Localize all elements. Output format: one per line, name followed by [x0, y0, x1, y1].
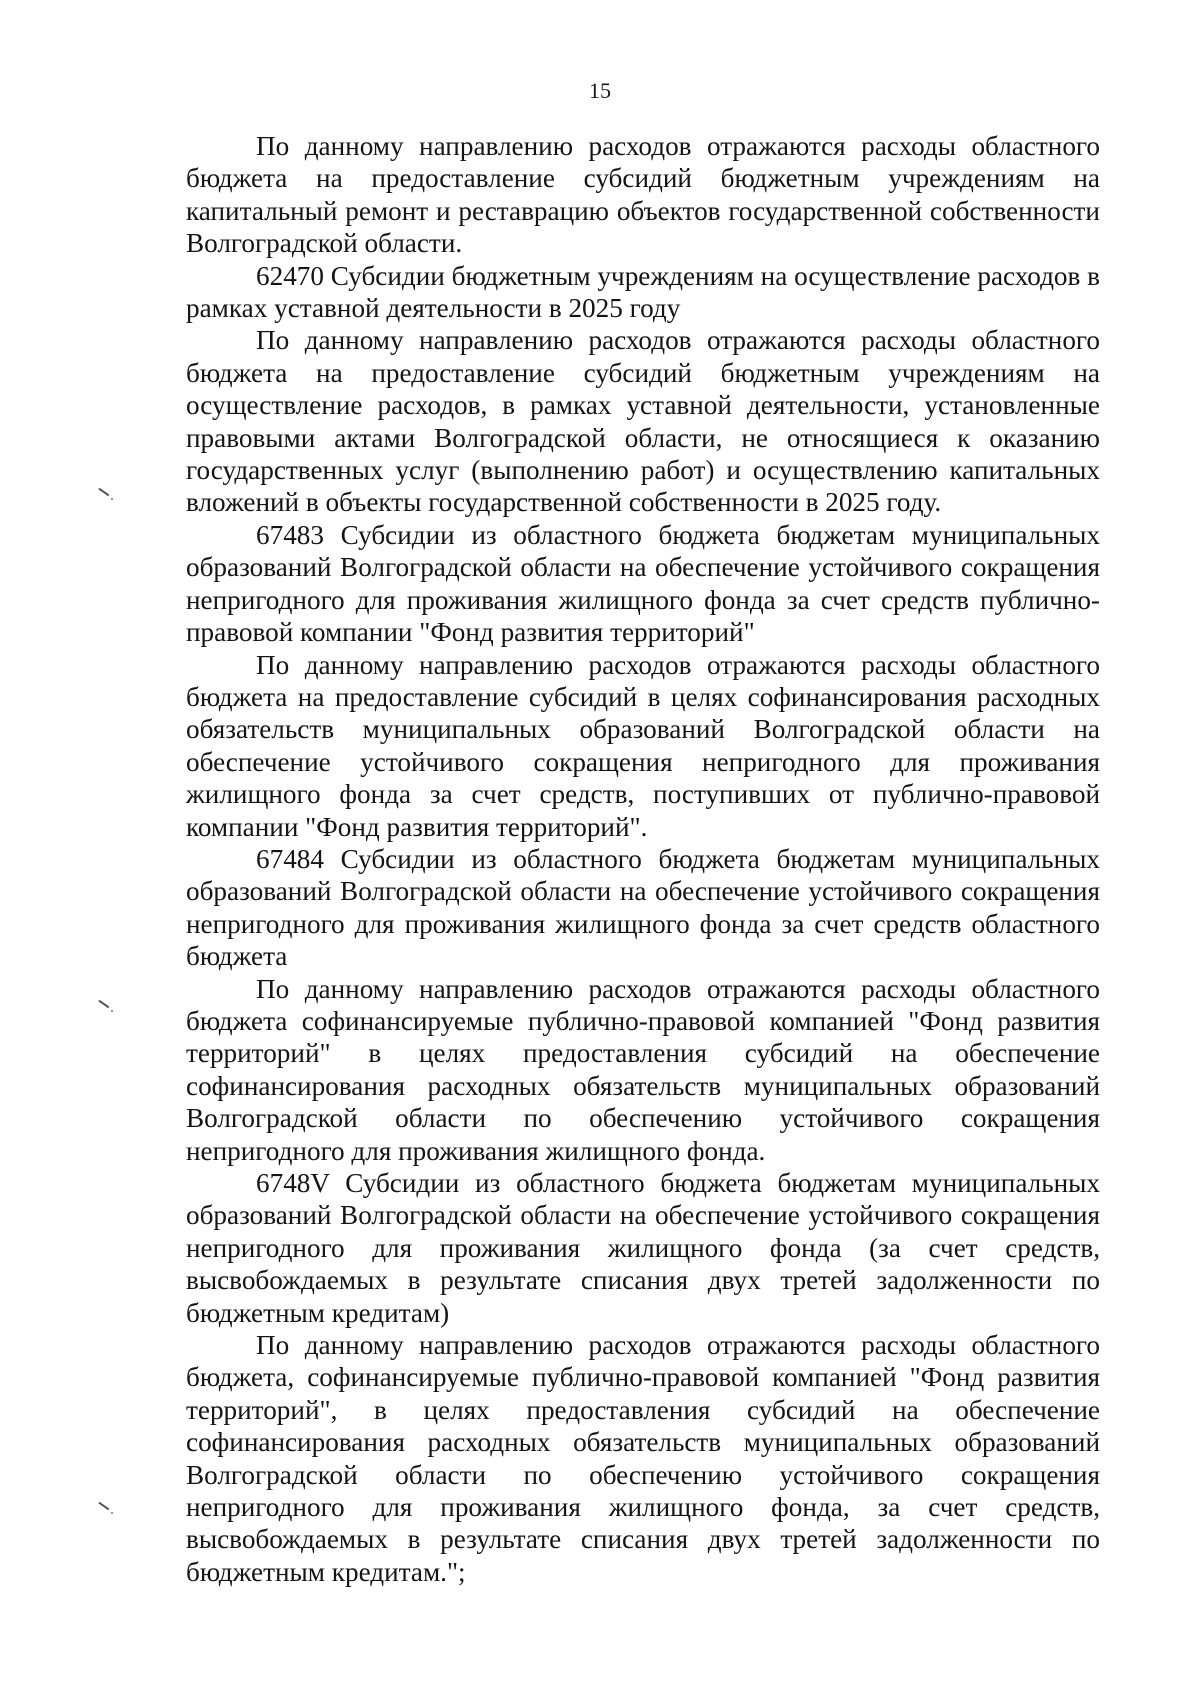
paragraph-7: По данному направлению расходов отражаются расходы областного бюджета софинансируемые публично-правовой компанией "Фонд развития территорий" в целях предоставления субсидий на обеспечение софинансирования расходных обязательств муниципальных образований Волгоградской области по обеспечению устойчивого сокращения непригодного для проживания жилищного фонда.: [186, 973, 1100, 1166]
document-body: [186, 130, 1100, 1588]
paragraph-1: По данному направлению расходов отражаются расходы областного бюджета на предоставление субсидий бюджетным учреждениям на капитальный ремонт и реставрацию объектов государственной собственности Волгоградской области.: [186, 131, 1100, 259]
paragraph-6-heading-67484: 67484 Субсидии из областного бюджета бюджетам муниципальных образований Волгоградской области на обеспечение устойчивого сокращения непригодного для проживания жилищного фонда за счет средств областного бюджета: [186, 843, 1100, 972]
paragraph-2-heading-62470: 62470 Субсидии бюджетным учреждениям на осуществление расходов в рамках уставной деятельности в 2025 году: [186, 260, 1100, 324]
scan-artifact-mark: [98, 1000, 116, 1014]
page-number: 15: [589, 78, 611, 103]
paragraph-5: По данному направлению расходов отражаются расходы областного бюджета на предоставление субсидий в целях софинансирования расходных обязательств муниципальных образований Волгоградской области на обеспечение устойчивого сокращения непригодного для проживания жилищного фонда за счет средств, поступивших от публично-правовой компании "Фонд развития территорий".: [186, 649, 1100, 842]
paragraph-8-heading-6748v: 6748V Субсидии из областного бюджета бюджетам муниципальных образований Волгоградской области на обеспечение устойчивого сокращения непригодного для проживания жилищного фонда (за счет средств, высвобождаемых в результате списания двух третей задолженности по бюджетным кредитам): [186, 1168, 1100, 1328]
paragraph-9: По данному направлению расходов отражаются расходы областного бюджета, софинансируемые публично-правовой компанией "Фонд развития территорий", в целях предоставления субсидий на обеспечение софинансирования расходных обязательств муниципальных образований Волгоградской области по обеспечению устойчивого сокращения непригодного для проживания жилищного фонда, за счет средств, высвобождаемых в результате списания двух третей задолженности по бюджетным кредитам.";: [186, 1330, 1100, 1587]
scan-artifact-mark: [98, 1502, 116, 1516]
paragraph-3: По данному направлению расходов отражаются расходы областного бюджета на предоставление субсидий бюджетным учреждениям на осуществление расходов, в рамках уставной деятельности, установленные правовыми актами Волгоградской области, не относящиеся к оказанию государственных услуг (выполнению работ) и осуществлению капитальных вложений в объекты государственной собственности в 2025 году.: [186, 325, 1100, 518]
paragraph-4-heading-67483: 67483 Субсидии из областного бюджета бюджетам муниципальных образований Волгоградской области на обеспечение устойчивого сокращения непригодного для проживания жилищного фонда за счет средств публично-правовой компании "Фонд развития территорий": [186, 519, 1100, 648]
scan-artifact-mark: [98, 488, 116, 502]
